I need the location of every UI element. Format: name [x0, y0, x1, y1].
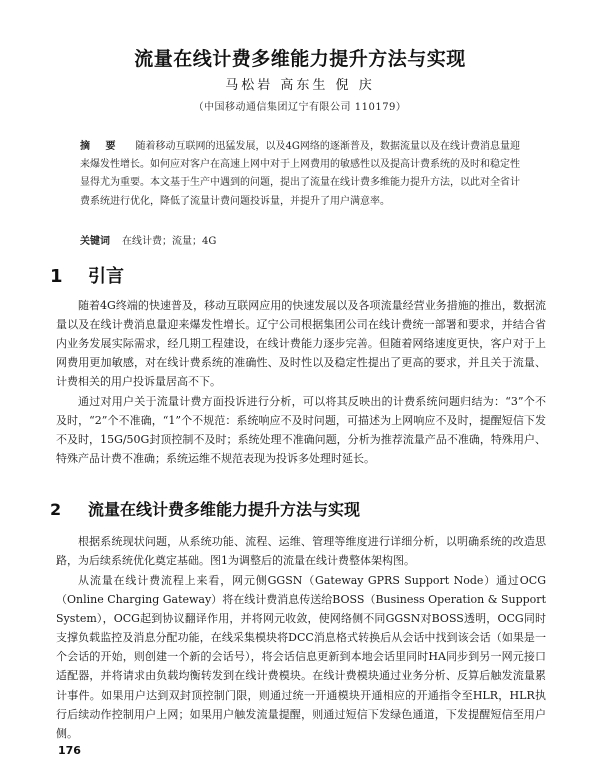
paper-title: 流量在线计费多维能力提升方法与实现	[134, 48, 466, 70]
abstract-text: 随着移动互联网的迅猛发展，以及4G网络的逐渐普及，数据流量以及在线计费消息量迎来爆发性增长。如何应对客户在高速上网中对于上网费用的敏感性以及提高计费系统的及时和稳定性显得尤为重要。本文基于生产中遇到的问题，提出了流量在线计费多维能力提升方法，以此对全省计费系统进行优化，降低了流量计费问题投诉量，并提升了用户满意率。	[80, 141, 520, 207]
section-number: 2	[50, 500, 62, 519]
body-paragraph: 通过对用户关于流量计费方面投诉进行分析，可以将其反映出的计费系统问题归结为：“3”个不及时，“2”个不准确，“1”个不规范：系统响应不及时问题，可描述为上网响应不及时，提醒短信下发不及时，15G/50G封顶控制不及时；系统处理不准确问题，分析为推荐流量产品不准确，特殊用户、特殊产品计费不准确；系统运维不规范表现为投诉多处理时延长。	[56, 395, 546, 466]
keywords-text: 在线计费；流量；4G	[122, 236, 217, 247]
section-heading-introduction	[50, 262, 124, 288]
section-title: 引言	[88, 266, 124, 287]
body-paragraph: 从流量在线计费流程上来看，网元侧GGSN（Gateway GPRS Support Node）通过OCG（Online Charging Gateway）将在线计费消息传送给BOSS（Business Operation & Support System），OCG起到协议翻译作用，并将网元收敛，使网络侧不同GGSN对BOSS透明，OCG同时支撑负载监控及消息分配功能，在线采集模块将DCC消息格式转换后从会话中找到该会话（如果是一个会话的开始，则创建一个新的会话号），将会话信息更新到本地会话里同时HA同步到另一网元接口适配器，并将请求由负载均衡转发到在线计费模块。在线计费模块通过业务分析、反算后触发流量累计事件。如果用户达到双封顶控制门限，则通过统一开通模块开通相应的开通指令至HLR，HLR执行后续动作控制用户上网；如果用户触发流量提醒，则通过短信下发绿色通道，下发提醒短信至用户侧。	[56, 574, 546, 740]
keywords-label: 关键词	[80, 236, 110, 247]
keywords	[80, 232, 520, 247]
abstract-label: 摘 要	[80, 141, 122, 152]
affiliation: （中国移动通信集团辽宁有限公司 110179）	[193, 102, 407, 113]
body-paragraph: 根据系统现状问题，从系统功能、流程、运维、管理等维度进行详细分析，以明确系统的改造思路，为后续系统优化奠定基础。图1为调整后的流量在线计费整体架构图。	[56, 535, 546, 568]
section-heading-method	[50, 497, 360, 520]
page-number: 176	[58, 744, 81, 757]
abstract	[80, 138, 520, 211]
section-title: 流量在线计费多维能力提升方法与实现	[88, 500, 361, 519]
section-number: 1	[50, 266, 63, 287]
body-paragraph: 随着4G终端的快速普及，移动互联网应用的快速发展以及各项流量经营业务措施的推出，数据流量以及在线计费消息量迎来爆发性增长。辽宁公司根据集团公司在线计费统一部署和要求，并结合省内业务发展实际需求，经几期工程建设，在线计费能力逐步完善。但随着网络速度更快，客户对于上网费用更加敏感，对在线计费系统的准确性、及时性以及稳定性提出了更高的要求，并且关于流量、计费相关的用户投诉量居高不下。	[56, 299, 546, 389]
author-list: 马松岩 高东生 倪 庆	[225, 78, 375, 93]
